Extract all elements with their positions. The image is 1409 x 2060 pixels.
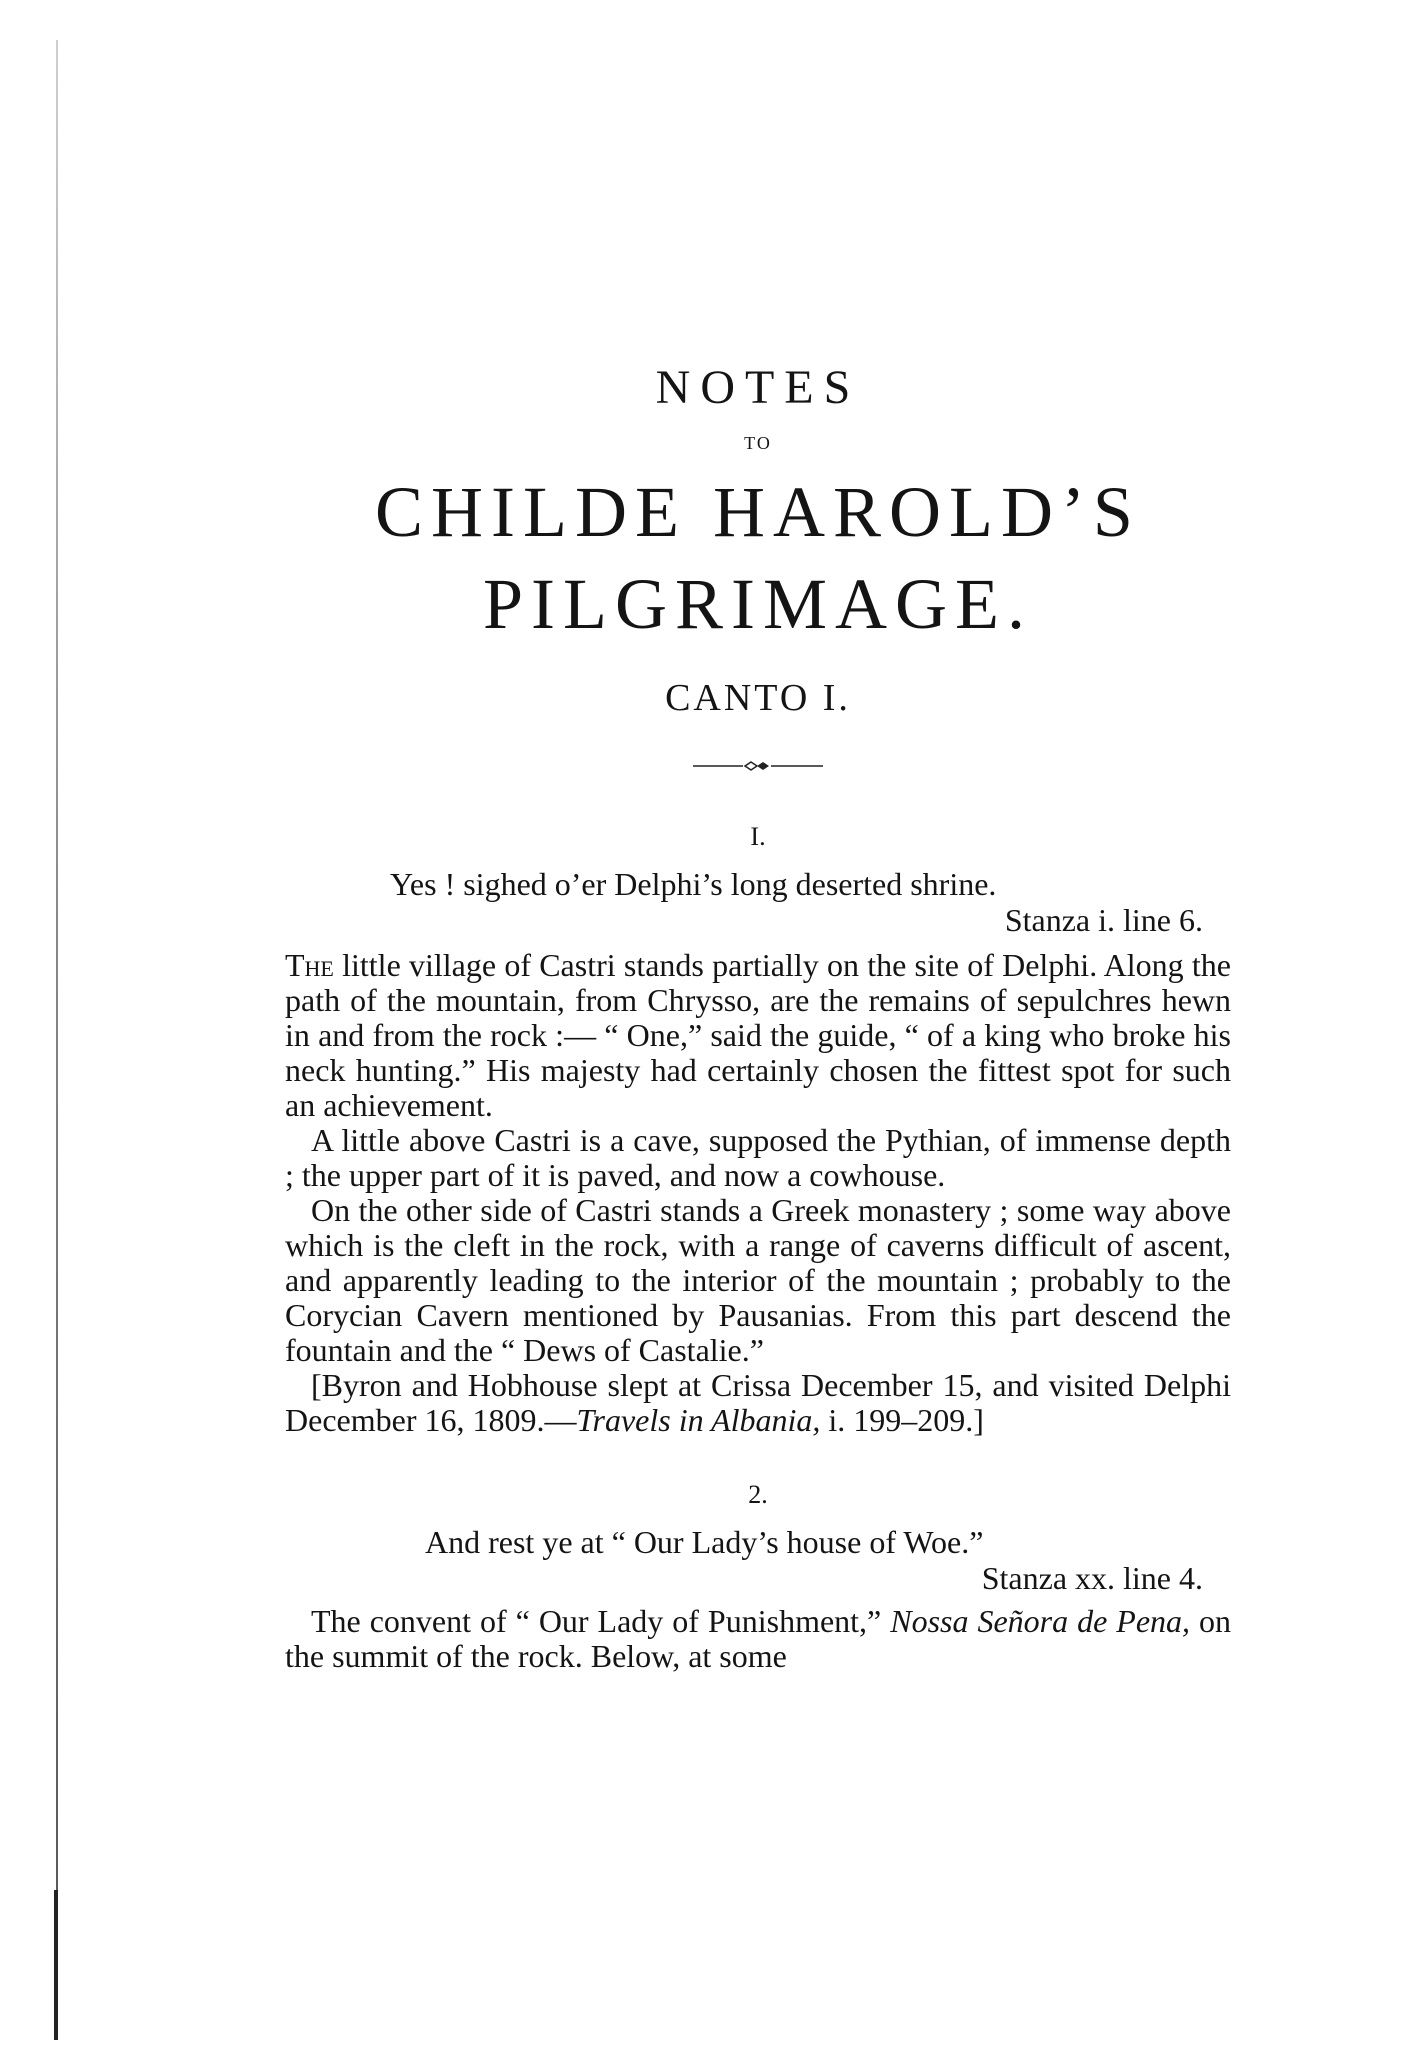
note-quote: Yes ! sighed o’er Delphi’s long deserted shrine.: [390, 866, 997, 902]
canto-heading: CANTO I.: [665, 677, 851, 719]
paragraph-text: little village of Castri stands partially on the site of Delphi. Along the path of the mountain, from Chrysso, are the remains of sepulchres hewn in and from the rock :— “ One,” said the guide, “ of a king who broke his neck hunting.” His majesty had certainly chosen the fittest spot for such an achievement.: [285, 947, 1231, 1123]
note-paragraph: [285, 1368, 1231, 1438]
note-paragraph: A little above Castri is a cave, supposed the Pythian, of immense depth ; the upper part of it is paved, and now a cowhouse.: [285, 1122, 1231, 1193]
paragraph-text: i. 199–209.]: [820, 1402, 984, 1438]
lead-word: The: [285, 947, 334, 983]
paragraph-text: on the summit of the rock. Below, at some: [285, 1603, 1232, 1674]
book-title: Travels in Albania,: [576, 1402, 821, 1438]
note-reference: Stanza xx. line 4.: [981, 1560, 1203, 1596]
note-number: 2.: [748, 1480, 768, 1509]
foreign-name: Nossa Señora de Pena,: [890, 1603, 1191, 1639]
ornament-divider: [285, 756, 1231, 776]
note-paragraph: [285, 1604, 1231, 1674]
note-paragraph: On the other side of Castri stands a Greek monastery ; some way above which is the cleft in the rock, with a range of caverns difficult of ascent, and apparently leading to the interior of the mountain ; probably to the Corycian Cavern mentioned by Pausanias. From this part descend the fountain and the “ Dews of Castalie.”: [285, 1192, 1231, 1368]
title-notes: NOTES: [655, 361, 861, 414]
note-paragraph: [285, 948, 1231, 1123]
title-pilgrimage: PILGRIMAGE.: [483, 564, 1033, 644]
title-to: TO: [744, 433, 772, 453]
ornament-icon: [693, 756, 823, 776]
paragraph-text: [Byron and Hobhouse slept at Crissa December 15, and visited Delphi December 16, 1809.—: [285, 1367, 1231, 1438]
note-quote: And rest ye at “ Our Lady’s house of Woe.”: [425, 1524, 984, 1560]
paragraph-text: The convent of “ Our Lady of Punishment,”: [311, 1603, 891, 1639]
title-childe-harolds: CHILDE HAROLD’S: [375, 472, 1141, 552]
page-gutter-line: [56, 40, 58, 2000]
note-number: I.: [750, 822, 766, 851]
note-reference: Stanza i. line 6.: [1004, 902, 1203, 938]
page-gutter-shadow: [54, 1890, 58, 2040]
book-page: [285, 360, 1231, 1674]
